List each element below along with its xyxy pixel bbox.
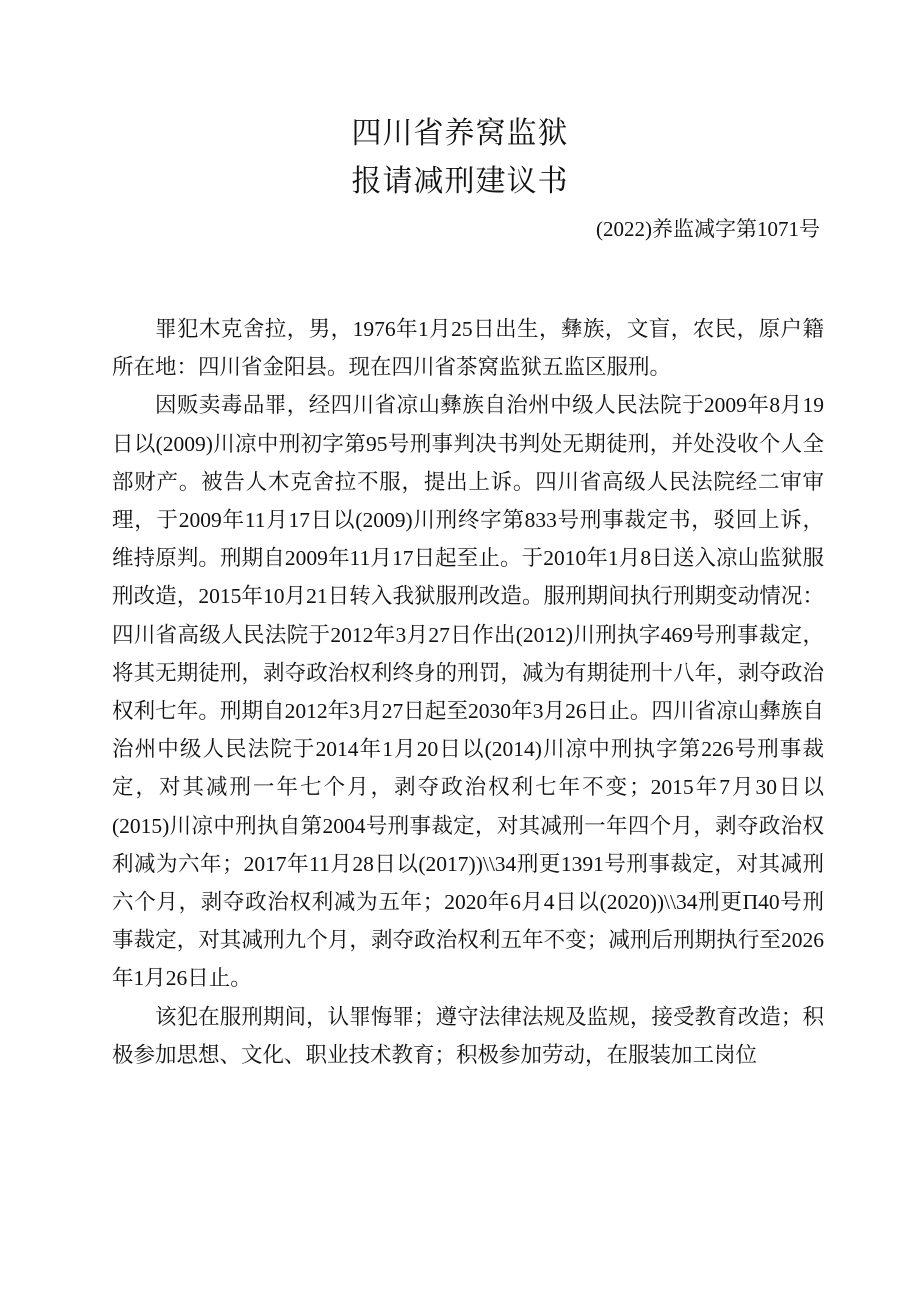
paragraph-sentence-history: 因贩卖毒品罪，经四川省凉山彝族自治州中级人民法院于2009年8月19日以(2009)川凉中刑初字第95号刑事判决书判处无期徒刑，并处没收个人全部财产。被告人木克舍拉不服，提出上诉。四川省高级人民法院经二审审理，于2009年11月17日以(2009)川刑终字第833号刑事裁定书，驳回上诉，维持原判。刑期自2009年11月17日起至止。于2010年1月8日送入凉山监狱服刑改造，2015年10月21日转入我狱服刑改造。服刑期间执行刑期变动情况：四川省高级人民法院于2012年3月27日作出(2012)川刑执字469号刑事裁定，将其无期徒刑，剥夺政治权利终身的刑罚，减为有期徒刑十八年，剥夺政治权利七年。刑期自2012年3月27日起至2030年3月26日止。四川省凉山彝族自治州中级人民法院于2014年1月20日以(2014)川凉中刑执字第226号刑事裁定，对其减刑一年七个月，剥夺政治权利七年不变；2015年7月30日以(2015)川凉中刑执自第2004号刑事裁定，对其减刑一年四个月，剥夺政治权利减为六年；2017年11月28日以(2017))\\34刑更1391号刑事裁定，对其减刑六个月，剥夺政治权利减为五年；2020年6月4日以(2020))\\34刑更Π40号刑事裁定，对其减刑九个月，剥夺政治权利五年不变；减刑后刑期执行至2026年1月26日止。 xyxy=(112,393,824,991)
document-body xyxy=(112,310,824,1074)
document-title-line1: 四川省养窝监狱 xyxy=(351,116,569,151)
document-title-line2: 报请减刑建议书 xyxy=(351,164,569,199)
paragraph-criminal-info: 罪犯木克舍拉，男，1976年1月25日出生，彝族，文盲，农民，原户籍所在地：四川省金阳县。现在四川省茶窝监狱五监区服刑。 xyxy=(112,317,824,380)
paragraph-performance: 该犯在服刑期间，认罪悔罪；遵守法律法规及监规，接受教育改造；积极参加思想、文化、职业技术教育；积极参加劳动，在服装加工岗位 xyxy=(112,1004,824,1067)
document-number: (2022)养监减字第1071号 xyxy=(596,217,820,241)
